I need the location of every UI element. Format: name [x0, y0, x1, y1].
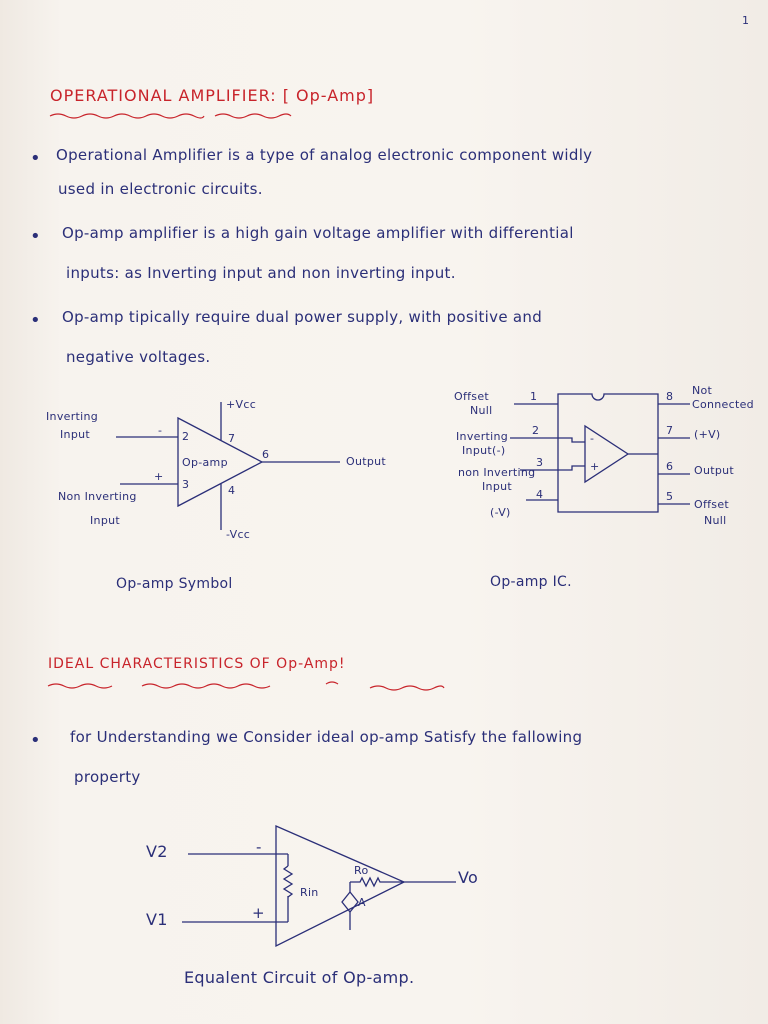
vcc-pos-label: +Vcc: [226, 398, 257, 411]
ro-resistor: [350, 878, 404, 886]
gain-label: A: [358, 896, 366, 909]
equiv-minus: -: [256, 838, 262, 856]
underline-characteristics: [142, 684, 270, 688]
ic-pin1-label-2: Null: [470, 404, 493, 417]
noninverting-label-1: Non Inverting: [58, 490, 137, 503]
ic-inverting-wire: [558, 438, 585, 442]
ic-caption: Op-amp IC.: [490, 574, 572, 590]
v2-label: V2: [146, 842, 168, 861]
ic-pin2-label-1: Inverting: [456, 430, 509, 443]
bullet-2-line-2: inputs: as Inverting input and non inverting input.: [66, 264, 456, 282]
symbol-plus: +: [154, 470, 164, 483]
bullet-dot: •: [30, 730, 41, 751]
ic-pin7-number: 7: [666, 424, 674, 437]
bullet-dot: •: [30, 226, 41, 247]
ic-pin2-number: 2: [532, 424, 540, 437]
ic-pin6-number: 6: [666, 460, 674, 473]
ic-pin4-label: (-V): [490, 506, 511, 519]
v1-label: V1: [146, 910, 168, 929]
ic-pin5-number: 5: [666, 490, 674, 503]
bullet-dot: •: [30, 148, 41, 169]
bullet-3-line-2: negative voltages.: [66, 348, 211, 366]
bullet-4-line-1: for Understanding we Consider ideal op-amp Satisfy the fallowing: [70, 728, 583, 746]
equiv-caption: Equalent Circuit of Op-amp.: [184, 968, 415, 987]
bullet-1-line-1: Operational Amplifier is a type of analog electronic component widly: [56, 146, 593, 164]
pin-label-6: 6: [262, 448, 270, 461]
ic-minus: -: [590, 432, 595, 445]
underline-ideal: [48, 684, 112, 688]
equiv-triangle: [276, 826, 404, 946]
bullet-3-line-1: Op-amp tipically require dual power supply, with positive and: [62, 308, 543, 326]
ic-pin5-label-1: Offset: [694, 498, 730, 511]
symbol-caption: Op-amp Symbol: [116, 576, 233, 592]
heading-ideal-characteristics: IDEAL CHARACTERISTICS OF Op-Amp!: [48, 656, 346, 672]
bullet-1-line-2: used in electronic circuits.: [58, 180, 263, 198]
ic-pin8-number: 8: [666, 390, 674, 403]
pin-label-7: 7: [228, 432, 236, 445]
underline-op-amp: [370, 686, 444, 690]
opamp-center-label: Op-amp: [182, 456, 228, 469]
pin-label-3: 3: [182, 478, 190, 491]
ic-pin2-label-2: Input(-): [462, 444, 506, 457]
ic-pin1-number: 1: [530, 390, 538, 403]
inverting-label-2: Input: [60, 428, 90, 441]
vo-label: Vo: [458, 868, 479, 887]
page-number: 1: [742, 14, 750, 27]
bullet-dot: •: [30, 310, 41, 331]
output-label: Output: [346, 455, 387, 468]
rin-label: Rin: [300, 886, 319, 899]
ic-outline: [558, 394, 658, 512]
noninverting-label-2: Input: [90, 514, 120, 527]
ic-pin3-label-1: non Inverting: [458, 466, 536, 479]
equiv-plus: +: [252, 904, 265, 922]
underline-operational: [50, 114, 204, 118]
inverting-label-1: Inverting: [46, 410, 99, 423]
equivalent-circuit: [182, 826, 456, 946]
heading-operational-amplifier: OPERATIONAL AMPLIFIER: [ Op-Amp]: [50, 86, 375, 105]
underline-of: [326, 682, 338, 684]
ic-pin4-number: 4: [536, 488, 544, 501]
pin-label-4: 4: [228, 484, 236, 497]
ic-pin8-label-1: Not: [692, 384, 713, 397]
ic-pin8-label-2: Connected: [692, 398, 754, 411]
bullet-2-line-1: Op-amp amplifier is a high gain voltage amplifier with differential: [62, 224, 574, 242]
ic-pin6-label: Output: [694, 464, 735, 477]
ic-pin3-label-2: Input: [482, 480, 512, 493]
ic-pin5-label-2: Null: [704, 514, 727, 527]
ro-label: Ro: [354, 864, 369, 877]
rin-resistor: [284, 866, 292, 897]
bullet-4-line-2: property: [74, 768, 141, 786]
ic-noninverting-wire: [558, 466, 585, 470]
ic-pin3-number: 3: [536, 456, 544, 469]
ic-pin1-label-1: Offset: [454, 390, 490, 403]
symbol-minus: -: [158, 424, 163, 437]
underline-amplifier: [215, 114, 291, 118]
ic-plus: +: [590, 460, 600, 473]
ic-pin7-label: (+V): [694, 428, 721, 441]
opamp-symbol: [116, 402, 340, 530]
vcc-neg-label: -Vcc: [226, 528, 251, 541]
pin-label-2: 2: [182, 430, 190, 443]
